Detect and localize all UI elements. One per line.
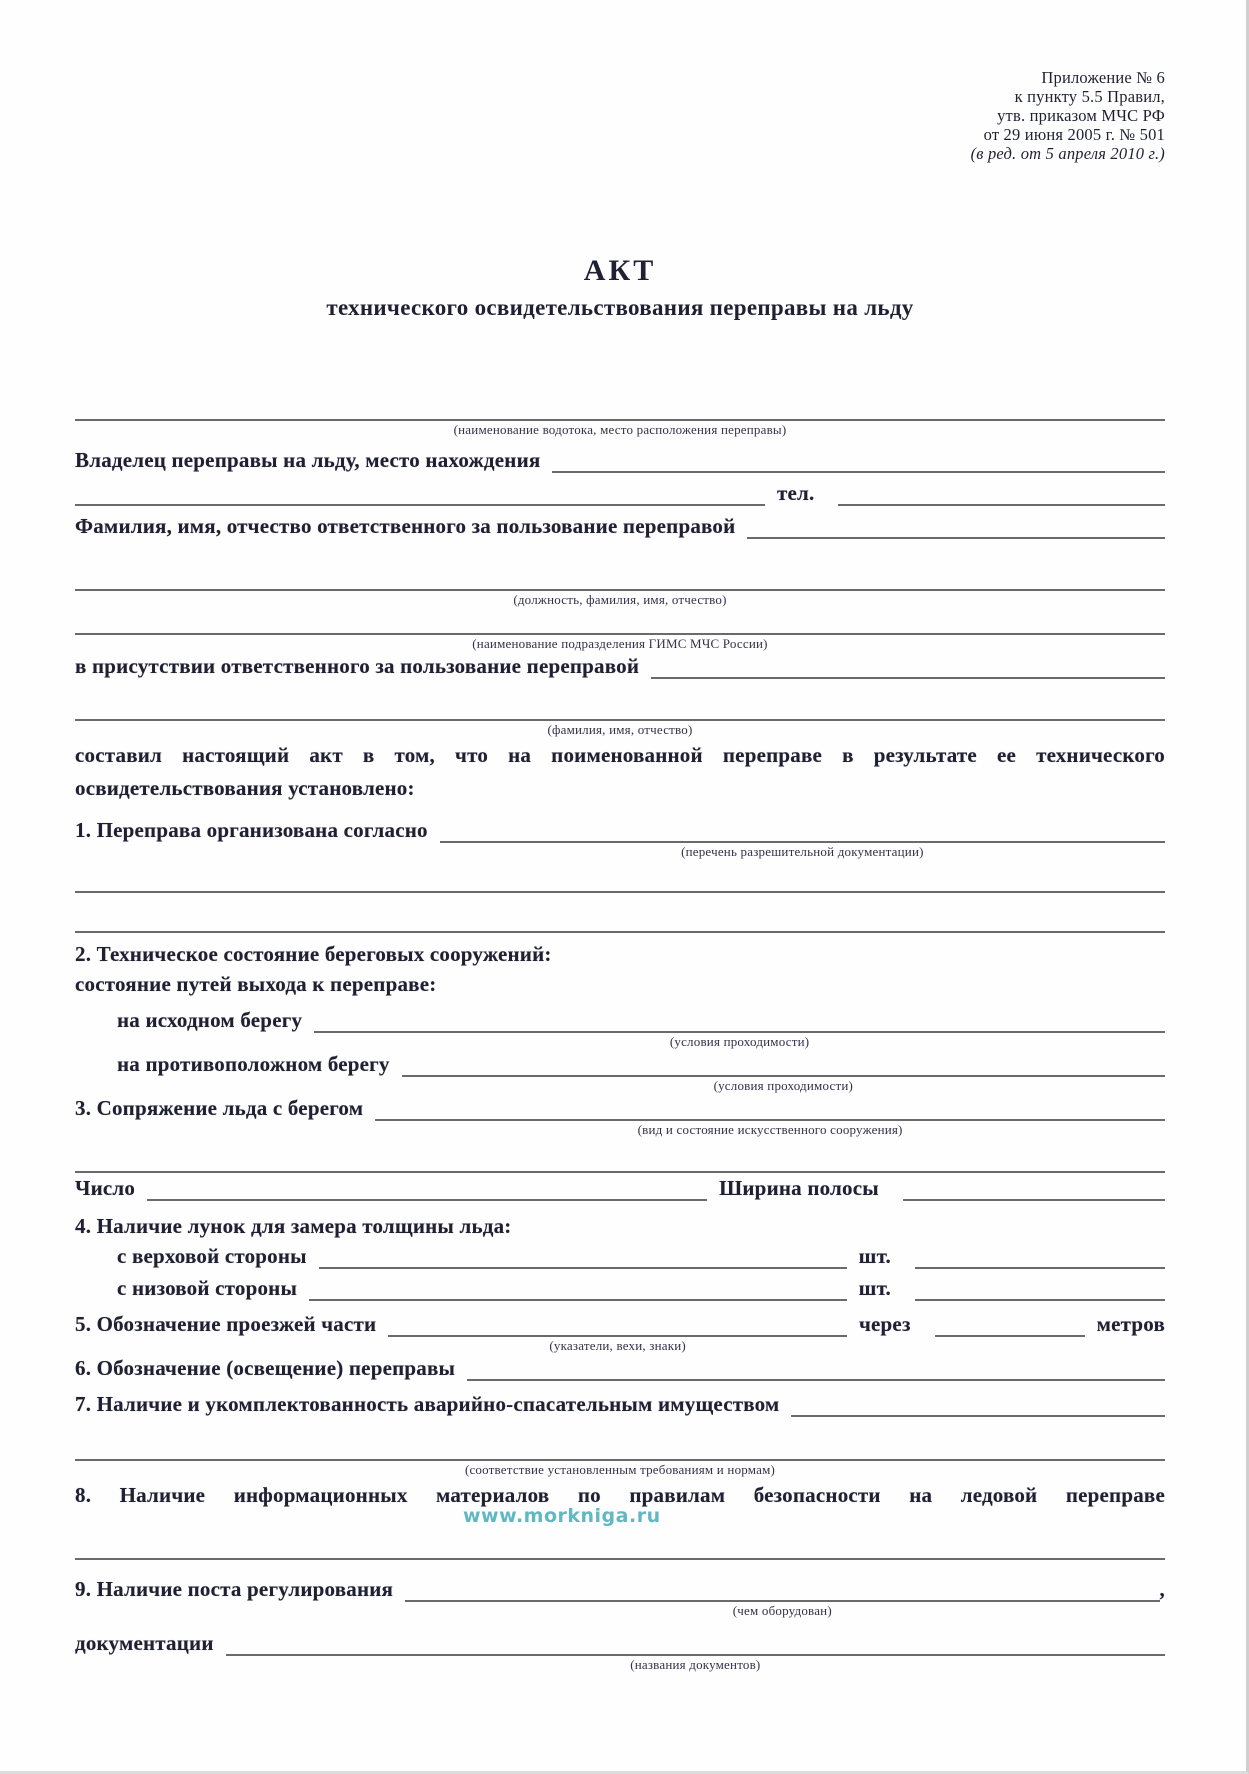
downstream-pcs-label: шт. xyxy=(858,1276,891,1300)
ref-line-approved: утв. приказом МЧС РФ xyxy=(997,106,1165,125)
field-phone xyxy=(75,480,1165,506)
field-owner xyxy=(75,447,1165,473)
ref-line-edition: (в ред. от 5 апреля 2010 г.) xyxy=(970,144,1165,163)
field-item6 xyxy=(75,1355,1165,1381)
owner-continuation-line xyxy=(75,480,765,506)
item1-continuation-b xyxy=(75,907,1165,933)
field-item7 xyxy=(75,1391,1165,1417)
far-bank-label: на противоположном берегу xyxy=(117,1052,390,1076)
field-item5 xyxy=(75,1311,1165,1353)
field-item3 xyxy=(75,1095,1165,1137)
field-far-bank xyxy=(75,1051,1165,1093)
item5-caption: (указатели, вехи, знаки) xyxy=(549,1338,686,1353)
paths-header xyxy=(75,971,1165,997)
responsible-name-label: Фамилия, имя, отчество ответственного за пользование переправой xyxy=(75,514,736,538)
upstream-pcs-label: шт. xyxy=(858,1244,891,1268)
downstream-label: с низовой стороны xyxy=(117,1276,298,1300)
item5-label: 5. Обозначение проезжей части xyxy=(75,1312,377,1336)
far-bank-blank-line xyxy=(402,1051,1165,1093)
field-full-name xyxy=(75,695,1165,737)
item2-label: 2. Техническое состояние береговых сооружений: xyxy=(75,942,552,966)
legal-reference-block xyxy=(75,68,1165,163)
documentation-label: документации xyxy=(75,1631,214,1655)
documentation-caption: (названия документов) xyxy=(630,1657,761,1672)
field-in-presence xyxy=(75,653,1165,679)
number-blank-line xyxy=(147,1175,707,1201)
field-documentation xyxy=(75,1630,1165,1672)
upstream-blank-line xyxy=(319,1243,847,1269)
phone-blank-line xyxy=(838,480,1165,506)
item3-caption: (вид и состояние искусственного сооружения) xyxy=(637,1122,903,1137)
field-position-name xyxy=(75,565,1165,607)
item9-caption: (чем оборудован) xyxy=(732,1603,832,1618)
item4-label: 4. Наличие лунок для замера толщины льда: xyxy=(75,1214,512,1238)
watermark: www.morkniga.ru xyxy=(463,1505,661,1527)
document-title: АКТ xyxy=(583,254,657,287)
strip-width-blank-line xyxy=(903,1175,1165,1201)
owner-label: Владелец переправы на льду, место нахождения xyxy=(75,448,541,472)
field-item1 xyxy=(75,817,1165,859)
item4-header xyxy=(75,1213,1165,1239)
item3-blank-line xyxy=(375,1095,1165,1137)
full-name-blank-line xyxy=(75,695,1165,737)
item7-blank-line xyxy=(791,1391,1165,1417)
item1-caption: (перечень разрешительной документации) xyxy=(681,844,924,859)
downstream-blank-line xyxy=(309,1275,847,1301)
full-name-caption: (фамилия, имя, отчество) xyxy=(547,722,693,737)
blank-line xyxy=(75,907,1165,933)
item1-continuation-a xyxy=(75,867,1165,893)
item9-comma: , xyxy=(1159,1577,1165,1601)
compliance-caption: (соответствие установленным требованиям и нормам) xyxy=(464,1462,776,1477)
field-gims-unit xyxy=(75,609,1165,651)
documentation-blank-line xyxy=(226,1630,1165,1672)
item3-label: 3. Сопряжение льда с берегом xyxy=(75,1096,364,1120)
near-bank-caption: (условия проходимости) xyxy=(669,1034,810,1049)
owner-blank-line xyxy=(552,447,1165,473)
separator-row xyxy=(75,1147,1165,1173)
compliance-blank-line xyxy=(75,1435,1165,1477)
position-name-caption: (должность, фамилия, имя, отчество) xyxy=(513,592,727,607)
upstream-label: с верховой стороны xyxy=(117,1244,307,1268)
near-bank-label: на исходном берегу xyxy=(117,1008,303,1032)
in-presence-blank-line xyxy=(651,653,1165,679)
field-responsible-name xyxy=(75,513,1165,539)
item2-header xyxy=(75,941,1165,967)
item5-blank-line xyxy=(388,1311,847,1353)
item6-blank-line xyxy=(467,1355,1165,1381)
statement-line-1: составил настоящий акт в том, что на поименованной переправе в результате ее технического xyxy=(75,743,1165,767)
item6-label: 6. Обозначение (освещение) переправы xyxy=(75,1356,456,1380)
downstream-pcs-blank-line xyxy=(915,1275,1165,1301)
blank-line xyxy=(75,1534,1165,1560)
item9-label: 9. Наличие поста регулирования xyxy=(75,1577,394,1601)
waterway-caption: (наименование водотока, место расположения переправы) xyxy=(453,422,787,437)
ref-line-appendix: Приложение № 6 xyxy=(1041,68,1165,87)
item8-label: 8. Наличие информационных материалов по правилам безопасности на ледовой переправе xyxy=(75,1483,1165,1507)
paths-label: состояние путей выхода к переправе: xyxy=(75,972,437,996)
waterway-blank-line xyxy=(75,395,1165,437)
item8-row xyxy=(75,1479,1165,1527)
field-near-bank xyxy=(75,1007,1165,1049)
gims-unit-blank-line xyxy=(75,609,1165,651)
position-name-blank-line xyxy=(75,565,1165,607)
field-number-width xyxy=(75,1175,1165,1201)
responsible-name-blank-line xyxy=(747,513,1165,539)
ref-line-order: от 29 июня 2005 г. № 501 xyxy=(983,125,1165,144)
item9-blank-line xyxy=(405,1576,1159,1618)
blank-line xyxy=(75,867,1165,893)
field-waterway xyxy=(75,395,1165,437)
blank-line xyxy=(75,1147,1165,1173)
item1-blank-line xyxy=(440,817,1165,859)
statement-line-2: освидетельствования установлено: xyxy=(75,776,415,800)
item7-label: 7. Наличие и укомплектованность аварийно-спасательным имуществом xyxy=(75,1392,780,1416)
field-upstream xyxy=(75,1243,1165,1269)
ref-line-clause: к пункту 5.5 Правил, xyxy=(1014,87,1165,106)
field-compliance xyxy=(75,1435,1165,1477)
phone-label: тел. xyxy=(777,481,815,505)
document-subtitle: технического освидетельствования переправы на льду xyxy=(326,295,914,320)
number-label: Число xyxy=(75,1176,136,1200)
in-presence-label: в присутствии ответственного за пользование переправой xyxy=(75,654,640,678)
interval-blank-line xyxy=(935,1311,1085,1337)
strip-width-label: Ширина полосы xyxy=(719,1176,879,1200)
item1-label: 1. Переправа организована согласно xyxy=(75,818,428,842)
field-downstream xyxy=(75,1275,1165,1301)
form-content xyxy=(75,0,1165,1674)
item8-blank-row xyxy=(75,1534,1165,1560)
near-bank-blank-line xyxy=(314,1007,1165,1049)
meters-label: метров xyxy=(1096,1312,1165,1336)
gims-unit-caption: (наименование подразделения ГИМС МЧС России) xyxy=(472,636,768,651)
field-item9 xyxy=(75,1576,1165,1618)
every-label: через xyxy=(858,1312,911,1336)
upstream-pcs-blank-line xyxy=(915,1243,1165,1269)
far-bank-caption: (условия проходимости) xyxy=(713,1078,854,1093)
